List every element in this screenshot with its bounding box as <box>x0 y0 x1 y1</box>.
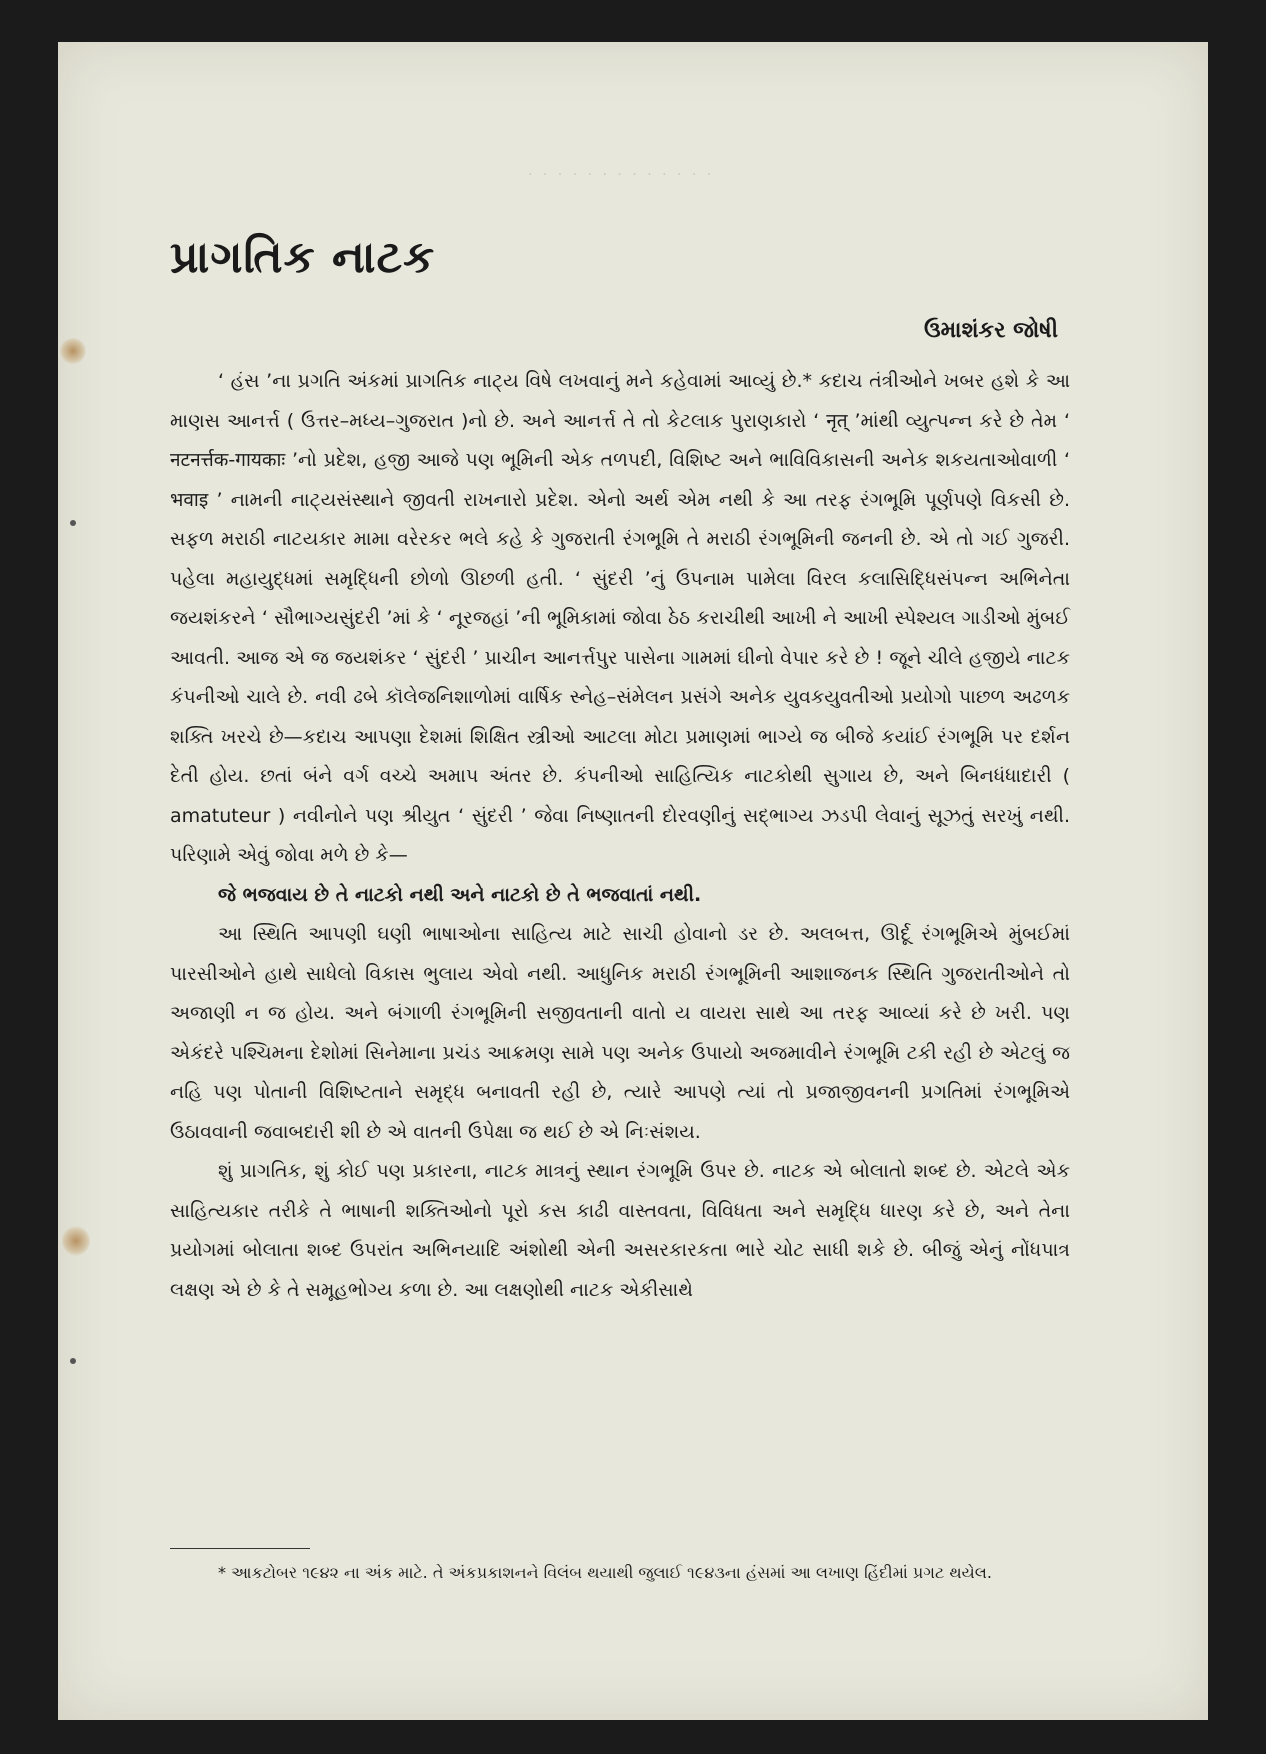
footnote: * આકટોબર ૧૯૪૨ ના અંક માટે. તે અંકપ્રકાશનને વિલંબ થયાથી જુલાઈ ૧૯૪૩ના હંસમાં આ લખાણ હિંદીમાં પ્રગટ થયેલ. <box>218 1563 992 1582</box>
paragraph: ‘ હંસ ’ના પ્રગતિ અંકમાં પ્રાગતિક નાટ્ય વિષે લખવાનું મને કહેવામાં આવ્યું છે.* કદાચ તંત્રીઓને ખબર હશે કે આ માણસ આનર્ત્ત ( ઉત્તર–મધ્ય–ગુજરાત )નો છે. અને આનર્ત્ત તે તો કેટલાક પુરાણકારો ‘ नृत् ’માંથી વ્યુત્પન્ન કરે છે તેમ ‘ नटनर्त्तक-गायकाः ’નો પ્રદેશ, હજી આજે પણ ભૂમિની એક તળપદી, વિશિષ્ટ અને ભાવિવિકાસની અનેક શકયતાઓવાળી ‘ भवाइ ’ નામની નાટ્યસંસ્થાને જીવતી રાખનારો પ્રદેશ. એનો અર્થ એમ નથી કે આ તરફ રંગભૂમિ પૂર્ણપણે વિકસી છે. સફળ મરાઠી નાટયકાર મામા વરેરકર ભલે કહે કે ગુજરાતી રંગભૂમિ તે મરાઠી રંગભૂમિની જનની છે. એ તો ગઈ ગુજરી. પહેલા મહાયુદ્ધમાં સમૃદ્ધિની છોળો ઊછળી હતી. ‘ સુંદરી ’નું ઉપનામ પામેલા વિરલ કલાસિદ્ધિસંપન્ન અભિનેતા જયશંકરને ‘ સૌભાગ્યસુંદરી ’માં કે ‘ નૂરજહાં ’ની ભૂમિકામાં જોવા ઠેઠ કરાચીથી આખી ને આખી સ્પેશ્યલ ગાડીઓ મુંબઈ આવતી. આજ એ જ જયશંકર ‘ સુંદરી ’ પ્રાચીન આનર્ત્તપુર પાસેના ગામમાં ઘીનો વેપાર કરે છે ! જૂને ચીલે હજીયે નાટક કંપનીઓ ચાલે છે. નવી ઢબે કૉલેજનિશાળોમાં વાર્ષિક સ્નેહ–સંમેલન પ્રસંગે અનેક યુવકયુવતીઓ પ્રયોગો પાછળ અઢળક શક્તિ ખરચે છે—કદાચ આપણા દેશમાં શિક્ષિત સ્ત્રીઓ આટલા મોટા પ્રમાણમાં ભાગ્યે જ બીજે કયાંઈ રંગભૂમિ પર દર્શન દેતી હોય. છતાં બંને વર્ગ વચ્ચે અમાપ અંતર છે. કંપનીઓ સાહિત્યિક નાટકોથી સુગાય છે, અને બિનધંધાદારી ( amatuteur ) નવીનોને પણ શ્રીયુત ‘ સુંદરી ’ જેવા નિષ્ણાતની દોરવણીનું સદ્‌ભાગ્ય ઝડપી લેવાનું સૂઝતું સરખું નથી. પરિણામે એવું જોવા મળે છે કે— <box>170 370 1071 866</box>
stain-mark <box>60 338 86 364</box>
article-body <box>170 362 1070 1310</box>
article-title: પ્રાગતિક નાટક <box>170 232 436 283</box>
stain-mark <box>62 1226 90 1256</box>
punch-hole <box>70 520 76 526</box>
footnote-divider <box>170 1548 310 1549</box>
quote-line: જે ભજવાય છે તે નાટકો નથી અને નાટકો છે તે ભજવાતાં નથી. <box>218 883 702 906</box>
punch-hole <box>70 1358 76 1364</box>
document-page <box>58 42 1208 1720</box>
author-name: ઉમાશંકર જોષી <box>924 318 1058 343</box>
paragraph: શું પ્રાગતિક, શું કોઈ પણ પ્રકારના, નાટક માત્રનું સ્થાન રંગભૂમિ ઉપર છે. નાટક એ બોલાતો શબ્દ છે. એટલે એક સાહિત્યકાર તરીકે તે ભાષાની શક્તિઓનો પૂરો કસ કાઢી વાસ્તવતા, વિવિધતા અને સમૃદ્ધિ ધારણ કરે છે, અને તેના પ્રયોગમાં બોલાતા શબ્દ ઉપરાંત અભિનયાદિ અંશોથી એની અસરકારકતા ભારે ચોટ સાધી શકે છે. બીજું એનું નોંધપાત્ર લક્ષણ એ છે કે તે સમૂહભોગ્ય કળા છે. આ લક્ષણોથી નાટક એકીસાથે <box>170 1160 1070 1301</box>
bleed-through-text: · · · · · · · · · · · · · <box>528 167 715 183</box>
paragraph: આ સ્થિતિ આપણી ઘણી ભાષાઓના સાહિત્ય માટે સાચી હોવાનો ડર છે. અલબત્ત, ઊર્દૂ રંગભૂમિએ મુંબઈમાં પારસીઓને હાથે સાધેલો વિકાસ ભુલાય એવો નથી. આધુનિક મરાઠી રંગભૂમિની આશાજનક સ્થિતિ ગુજરાતીઓને તો અજાણી ન જ હોય. અને બંગાળી રંગભૂમિની સજીવતાની વાતો ય વાયરા સાથે આ તરફ આવ્યાં કરે છે ખરી. પણ એકંદરે પશ્ચિમના દેશોમાં સિનેમાના પ્રચંડ આક્રમણ સામે પણ અનેક ઉપાયો અજમાવીને રંગભૂમિ ટકી રહી છે એટલું જ નહિ પણ પોતાની વિશિષ્ટતાને સમૃદ્ધ બનાવતી રહી છે, ત્યારે આપણે ત્યાં તો પ્રજાજીવનની પ્રગતિમાં રંગભૂમિએ ઉઠાવવાની જવાબદારી શી છે એ વાતની ઉપેક્ષા જ થઈ છે એ નિઃસંશય. <box>170 923 1070 1143</box>
